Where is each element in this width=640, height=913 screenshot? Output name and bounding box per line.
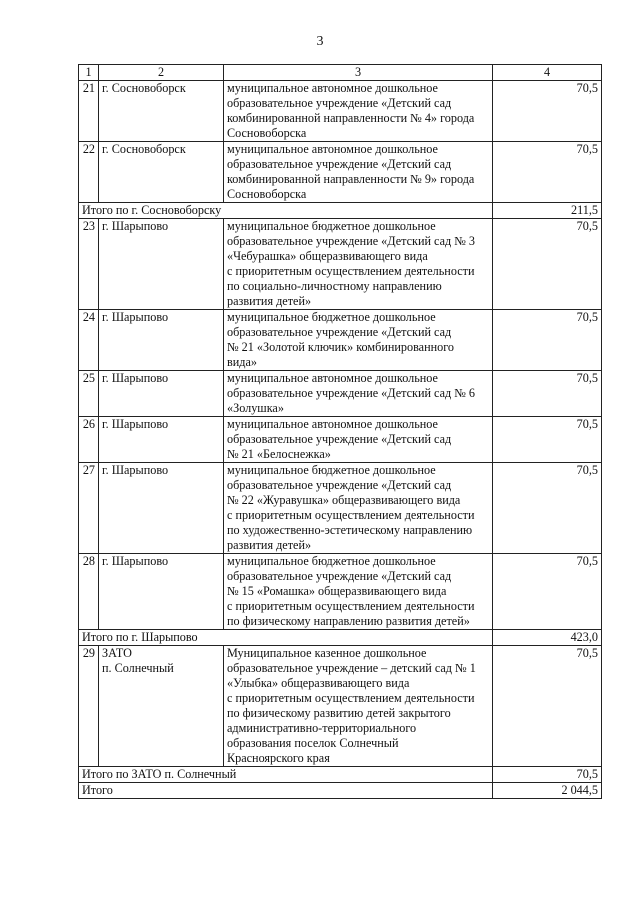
- row-number: 29: [79, 646, 99, 767]
- total-label: Итого по г. Шарыпово: [79, 630, 493, 646]
- value-cell: 70,5: [493, 463, 602, 554]
- row-number: 22: [79, 142, 99, 203]
- row-number: 28: [79, 554, 99, 630]
- municipality-cell: г. Шарыпово: [99, 219, 224, 310]
- total-value: 70,5: [493, 767, 602, 783]
- total-row: [79, 783, 602, 799]
- municipality-cell: г. Шарыпово: [99, 463, 224, 554]
- municipality-cell: г. Шарыпово: [99, 371, 224, 417]
- value-cell: 70,5: [493, 417, 602, 463]
- header-cell-3: 3: [224, 65, 493, 81]
- row-number: 26: [79, 417, 99, 463]
- table-body: [79, 65, 602, 799]
- total-label: Итого по ЗАТО п. Солнечный: [79, 767, 493, 783]
- institution-cell: муниципальное автономное дошкольное образовательное учреждение «Детский сад № 6 «Золушка»: [224, 371, 493, 417]
- allocation-table: [78, 64, 602, 799]
- municipality-cell: г. Шарыпово: [99, 554, 224, 630]
- page-number: 3: [316, 34, 324, 49]
- institution-cell: муниципальное бюджетное дошкольное образовательное учреждение «Детский сад № 15 «Ромашка» общеразвивающего вида с приоритетным осуществлением деятельности по физическому направлению развития детей»: [224, 554, 493, 630]
- municipality-cell: г. Сосновоборск: [99, 142, 224, 203]
- table-row: [79, 646, 602, 767]
- table-row: [79, 310, 602, 371]
- municipality-cell: г. Шарыпово: [99, 310, 224, 371]
- value-cell: 70,5: [493, 142, 602, 203]
- table-row: [79, 417, 602, 463]
- value-cell: 70,5: [493, 219, 602, 310]
- total-row: [79, 203, 602, 219]
- table-row: [79, 142, 602, 203]
- row-number: 23: [79, 219, 99, 310]
- municipality-cell: г. Шарыпово: [99, 417, 224, 463]
- header-cell-4: 4: [493, 65, 602, 81]
- institution-cell: муниципальное автономное дошкольное образовательное учреждение «Детский сад № 21 «Белоснежка»: [224, 417, 493, 463]
- table-row: [79, 371, 602, 417]
- total-value: 2 044,5: [493, 783, 602, 799]
- table-row: [79, 554, 602, 630]
- header-cell-1: 1: [79, 65, 99, 81]
- table-row: [79, 81, 602, 142]
- institution-cell: муниципальное бюджетное дошкольное образовательное учреждение «Детский сад № 22 «Журавушка» общеразвивающего вида с приоритетным осуществлением деятельности по художественно-эстетическому направлению развития детей»: [224, 463, 493, 554]
- municipality-cell: ЗАТО п. Солнечный: [99, 646, 224, 767]
- institution-cell: муниципальное бюджетное дошкольное образовательное учреждение «Детский сад № 3 «Чебурашка» общеразвивающего вида с приоритетным осуществлением деятельности по социально-личностному направлению развития детей»: [224, 219, 493, 310]
- value-cell: 70,5: [493, 310, 602, 371]
- row-number: 21: [79, 81, 99, 142]
- row-number: 24: [79, 310, 99, 371]
- table-row: [79, 219, 602, 310]
- institution-cell: муниципальное бюджетное дошкольное образовательное учреждение «Детский сад № 21 «Золотой ключик» комбинированного вида»: [224, 310, 493, 371]
- total-label: Итого по г. Сосновоборску: [79, 203, 493, 219]
- value-cell: 70,5: [493, 554, 602, 630]
- header-row: [79, 65, 602, 81]
- total-row: [79, 630, 602, 646]
- institution-cell: муниципальное автономное дошкольное образовательное учреждение «Детский сад комбинированной направленности № 4» города Сосновоборска: [224, 81, 493, 142]
- row-number: 27: [79, 463, 99, 554]
- total-label: Итого: [79, 783, 493, 799]
- row-number: 25: [79, 371, 99, 417]
- table-row: [79, 463, 602, 554]
- institution-cell: муниципальное автономное дошкольное образовательное учреждение «Детский сад комбинированной направленности № 9» города Сосновоборска: [224, 142, 493, 203]
- value-cell: 70,5: [493, 81, 602, 142]
- header-cell-2: 2: [99, 65, 224, 81]
- total-value: 423,0: [493, 630, 602, 646]
- value-cell: 70,5: [493, 371, 602, 417]
- total-value: 211,5: [493, 203, 602, 219]
- institution-cell: Муниципальное казенное дошкольное образовательное учреждение – детский сад № 1 «Улыбка» общеразвивающего вида с приоритетным осуществлением деятельности по физическому развитию детей закрытого административно-территориального образования поселок Солнечный Красноярского края: [224, 646, 493, 767]
- value-cell: 70,5: [493, 646, 602, 767]
- municipality-cell: г. Сосновоборск: [99, 81, 224, 142]
- total-row: [79, 767, 602, 783]
